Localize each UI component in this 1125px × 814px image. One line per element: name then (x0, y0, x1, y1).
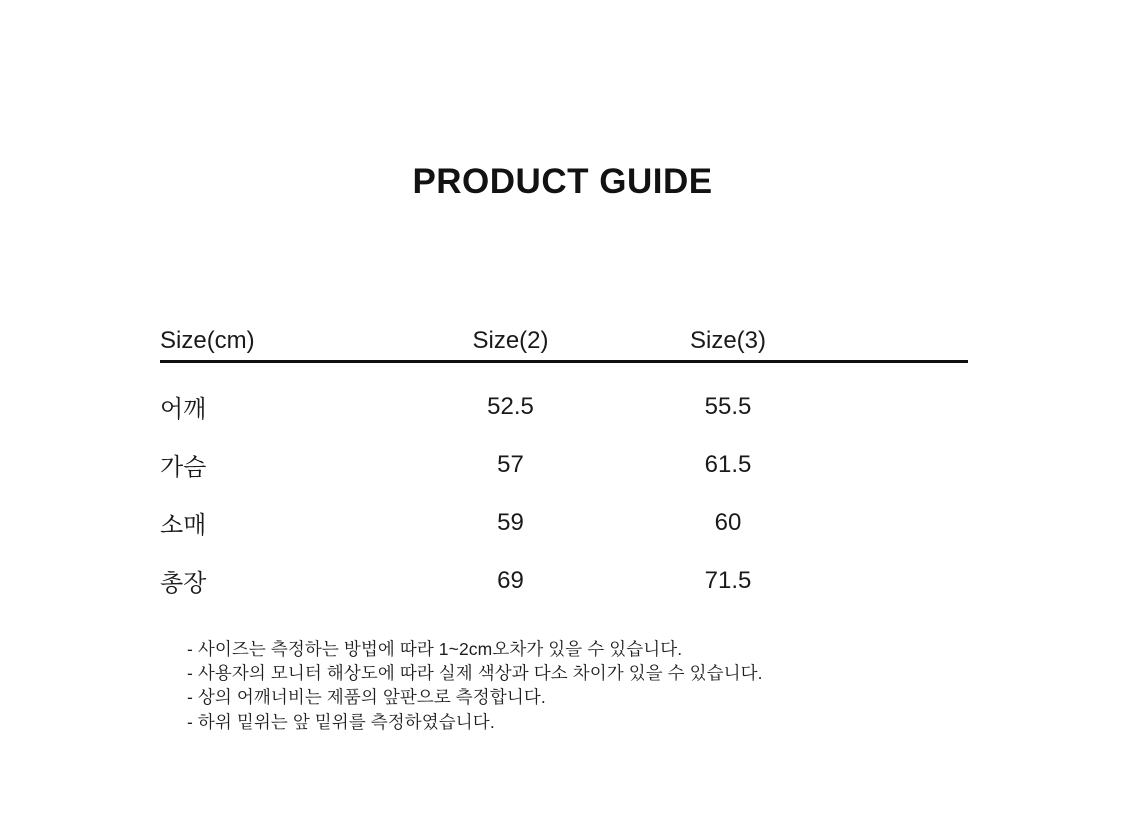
cell-size3: 71.5 (704, 566, 752, 594)
note-size-tolerance: - 사이즈는 측정하는 방법에 따라 1~2cm오차가 있을 수 있습니다. (187, 639, 683, 659)
table-row-sleeve (160, 494, 968, 552)
note-shoulder-measure: - 상의 어깨너비는 제품의 앞판으로 측정합니다. (187, 687, 546, 708)
table-row-chest (160, 436, 968, 494)
column-header-empty (813, 322, 968, 362)
measurement-notes (187, 637, 763, 734)
cell-size3: 61.5 (704, 450, 752, 478)
note-monitor-color: - 사용자의 모니터 해상도에 따라 실제 색상과 다소 차이가 있을 수 있습니다. (187, 663, 763, 684)
cell-size3: 60 (714, 508, 742, 536)
cell-size2: 59 (497, 508, 524, 536)
cell-size3: 55.5 (704, 392, 752, 420)
note-rise-measure: - 하위 밑위는 앞 밑위를 측정하였습니다. (187, 711, 495, 732)
size-table-container (160, 322, 968, 610)
page-title: PRODUCT GUIDE (412, 162, 713, 201)
row-label: 총장 (160, 570, 207, 597)
column-header-size-cm: Size(cm) (160, 322, 378, 362)
cell-size2: 69 (497, 566, 524, 594)
cell-size2: 52.5 (487, 392, 534, 420)
size-table (160, 322, 968, 610)
row-label: 가슴 (160, 454, 207, 481)
size-table-header-row (160, 322, 968, 362)
row-label: 소매 (160, 512, 207, 539)
row-label: 어깨 (160, 396, 207, 423)
table-row-shoulder (160, 378, 968, 436)
cell-size2: 57 (497, 450, 524, 478)
table-row-total-length (160, 552, 968, 610)
column-header-size-2: Size(2) (378, 322, 643, 362)
column-header-size-3: Size(3) (643, 322, 813, 362)
